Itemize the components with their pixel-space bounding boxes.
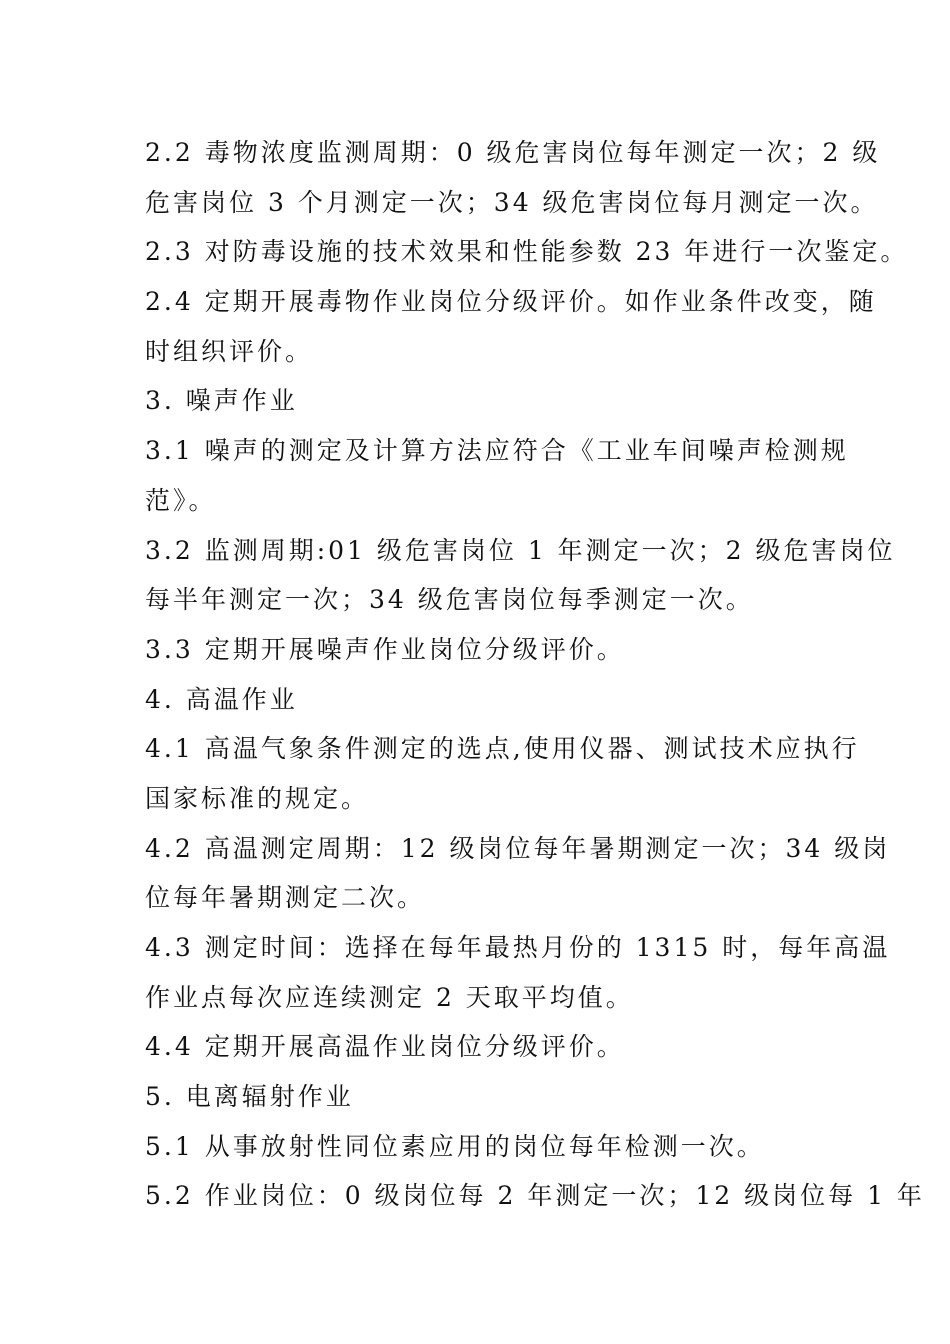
text-line: 2.2 毒物浓度监测周期：0 级危害岗位每年测定一次；2 级 (145, 138, 881, 167)
text-line: 危害岗位 3 个月测定一次；34 级危害岗位每月测定一次。 (145, 187, 879, 217)
text-line: 2.3 对防毒设施的技术效果和性能参数 23 年进行一次鉴定。 (145, 237, 909, 267)
section-heading: 3. 噪声作业 (145, 386, 298, 416)
text-line: 3.1 噪声的测定及计算方法应符合《工业车间噪声检测规 (145, 436, 849, 466)
text-line: 国家标准的规定。 (145, 783, 370, 813)
text-line: 位每年暑期测定二次。 (145, 883, 426, 913)
text-line: 5.1 从事放射性同位素应用的岗位每年检测一次。 (145, 1131, 765, 1161)
section-heading: 4. 高温作业 (145, 684, 298, 714)
text-line: 4.1 高温气象条件测定的选点,使用仪器、测试技术应执行 (145, 734, 860, 764)
text-line: 范》。 (145, 485, 217, 515)
text-line: 2.4 定期开展毒物作业岗位分级评价。如作业条件改变，随 (145, 287, 877, 317)
text-line: 5.2 作业岗位：0 级岗位每 2 年测定一次；12 级岗位每 1 年 (145, 1181, 925, 1211)
text-line: 4.2 高温测定周期：12 级岗位每年暑期测定一次；34 级岗 (145, 833, 891, 863)
text-line: 4.3 测定时间：选择在每年最热月份的 1315 时，每年高温 (145, 933, 891, 962)
text-line: 每半年测定一次；34 级危害岗位每季测定一次。 (145, 585, 754, 615)
text-line: 作业点每次应连续测定 2 天取平均值。 (145, 982, 634, 1012)
document-body (145, 128, 925, 1221)
text-line: 4.4 定期开展高温作业岗位分级评价。 (145, 1032, 625, 1062)
section-heading: 5. 电离辐射作业 (145, 1082, 354, 1112)
text-line: 时组织评价。 (145, 336, 314, 366)
text-line: 3.2 监测周期:01 级危害岗位 1 年测定一次；2 级危害岗位 (145, 535, 896, 565)
text-line: 3.3 定期开展噪声作业岗位分级评价。 (145, 634, 625, 664)
